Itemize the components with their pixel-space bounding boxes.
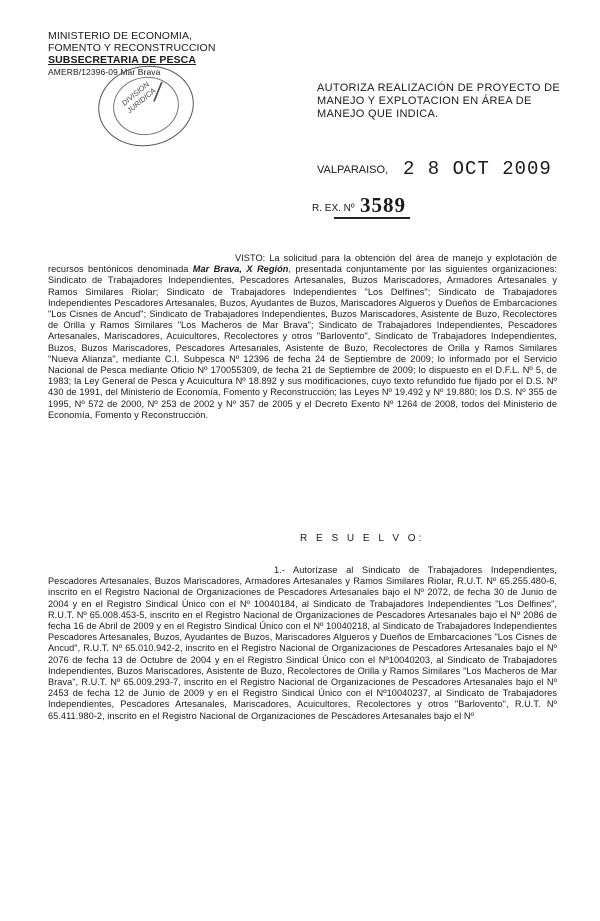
ministry-line-2: FOMENTO Y RECONSTRUCCION	[48, 42, 216, 54]
resuelvo-item-1: 1.- Autorízase al Sindicato de Trabajadores Independientes, Pescadores Artesanales, Buzos Mariscadores, Armadores Artesanales y Ramos Similares Riolar, R.U.T. Nº 65.255.480-6, inscrito en el Registro Nacional de Organizaciones de Pescadores Artesanales bajo el Nº 2072, de fecha 30 de Junio de 2004 y en el Registro Sindical Único con el Nº 10040184, al Sindicato de Trabajadores Independientes "Los Delfines", R.U.T. Nº 65.008.453-5, inscrito en el Registro Nacional de Organizaciones de Pescadores Artesanales bajo el Nº 2086 de fecha 16 de Abril de 2009 y en el Registro Sindical Único con el Nº 10040218, al Sindicato de Trabajadores Independientes Pescadores Artesanales, Buzos, Ayudantes de Buzos, Mariscadores Algueros y Dueños de Embarcaciones "Los Cisnes de Ancud", R.U.T. Nº 65.010.942-2, inscrito en el Registro Nacional de Organizaciones de Pescadores Artesanales bajo el Nº 2076 de fecha 13 de Octubre de 2004 y en el Registro Sindical Único con el Nº10040203, al Sindicato de Trabajadores Independientes, Buzos Mariscadores, Asistente de Buzo, Recolectores de Orilla y Ramos Similares "Los Macheros de Mar Brava", R.U.T. Nº 65.009.293-7, inscrito en el Registro Nacional de Organizaciones de Pescadores Artesanales bajo el Nº 2453 de fecha 12 de Junio de 2009 y en el Registro Sindical Único con el Nº10040237, al Sindicato de Trabajadores Independientes, Pescadores Artesanales, Mariscadores, Acuicultores, Recolectores y otros "Barlovento", R.U.T. Nº 65.411.980-2, inscrito en el Registro Nacional de Organizaciones de Pescadores Artesanales bajo el Nº	[48, 565, 557, 721]
visto-rest: , presentada conjuntamente por las siguientes organizaciones: Sindicato de Trabajadores Independientes, Pescadores Artesanales, Buzos Mariscadores, Armadores Artesanales y Ramos Similares Riolar; Sindicato de Trabajadores Independientes "Los Delfines"; Sindicato de Trabajadores Independientes Pescadores Artesanales, Buzos, Ayudantes de Buzos, Mariscadores Algueros y Dueños de Embarcaciones "Los Cisnes de Ancud"; Sindicato de Trabajadores Independientes, Buzos Mariscadores, Asistente de Buzo, Recolectores de Orilla y Ramos Similares "Los Macheros de Mar Brava"; Sindicato de Trabajadores Independientes, Pescadores Artesanales, Mariscadores, Acuicultores, Recolectores y otros "Barlovento", Sindicato de Trabajadores Independientes, Buzos, Buzos Mariscadores, Pescadores Artesanales, Asistente de Buzo, Recolectores de Orilla y Ramos Similares "Nueva Alianza", mediante C.I. Subpesca Nº 12396 de fecha 24 de Septiembre de 2009; lo informado por el Servicio Nacional de Pesca mediante Oficio Nº 170055309, de fecha 21 de Septiembre de 2009; lo dispuesto en el D.F.L. Nº 5, de 1983; la Ley General de Pesca y Acuicultura Nº 18.892 y sus modificaciones, cuyo texto refundido fue fijado por el D.S. Nº 430 de 1991, del Ministerio de Economía, Fomento y Reconstrucción; las Leyes Nº 19.492 y Nº 19.880; los D.S. Nº 355 de 1995, Nº 572 de 2000, Nº 253 de 2002 y Nº 357 de 2005 y el Decreto Exento Nº 1264 de 2008, todos del Ministerio de Economía, Fomento y Reconstrucción.	[48, 264, 557, 420]
exempt-number: 3589	[360, 193, 406, 217]
visto-intro: VISTO: La solicitud para la obtención del área de manejo y explotación de recursos bentónicos denominada	[48, 253, 557, 275]
exempt-underline	[334, 217, 410, 219]
subsecretaria-line: SUBSECRETARIA DE PESCA	[48, 54, 197, 66]
stamp-signature-mark: ⁄	[154, 76, 164, 107]
date-line	[317, 158, 557, 184]
date-city: VALPARAISO,	[317, 164, 389, 176]
resuelvo-heading: R E S U E L V O:	[300, 533, 425, 544]
visto-paragraph	[48, 253, 557, 421]
stamp-text: DIVISION JURIDICA	[119, 79, 158, 116]
visto-area-name: Mar Brava, X Región	[192, 264, 289, 275]
exempt-resolution-number	[312, 193, 462, 221]
exempt-label: R. EX. Nº	[312, 203, 355, 214]
ministry-line-1: MINISTERIO DE ECONOMIA,	[48, 30, 193, 42]
date-stamp: 2 8 OCT 2009	[403, 158, 552, 180]
reference-code: AMERB/12396-09 Mar Brava	[48, 67, 161, 77]
document-subject: AUTORIZA REALIZACIÓN DE PROYECTO DE MANEJO Y EXPLOTACION EN ÁREA DE MANEJO QUE INDICA.	[317, 82, 560, 120]
